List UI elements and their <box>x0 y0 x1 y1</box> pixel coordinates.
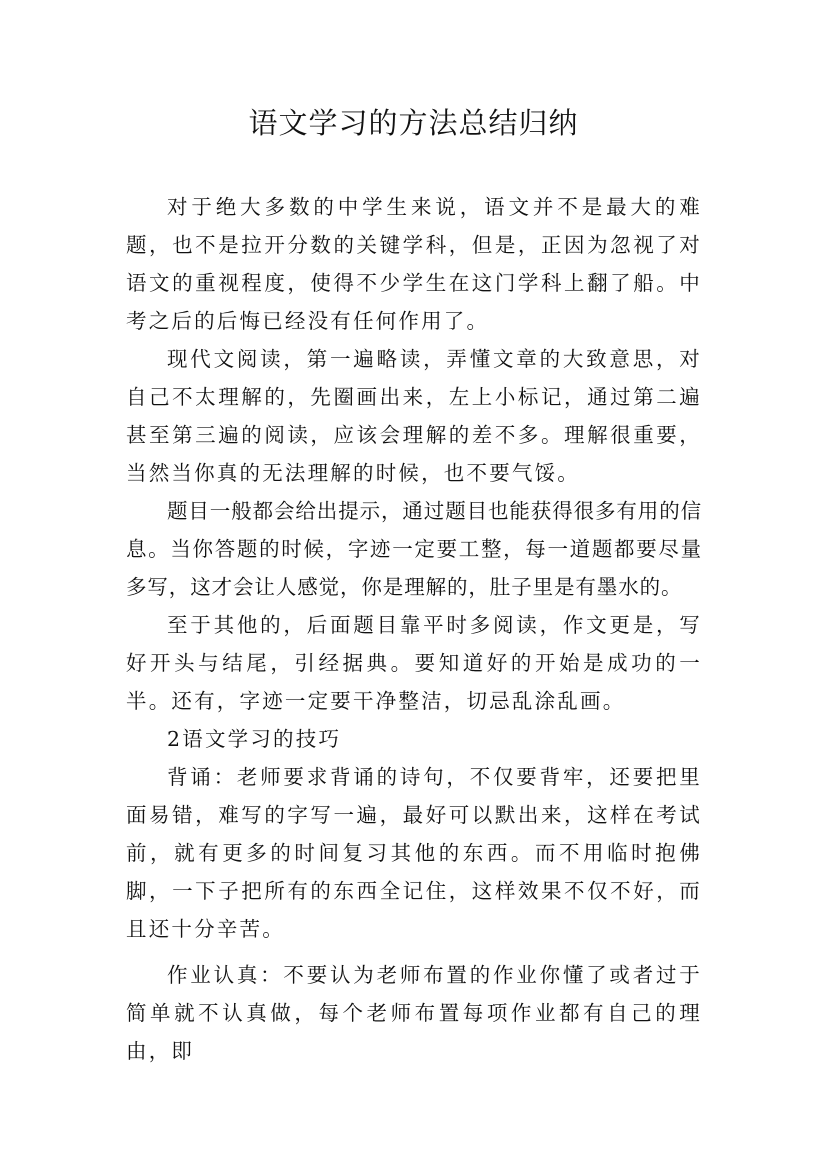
section-heading-techniques: 2语文学习的技巧 <box>167 727 342 751</box>
paragraph-recitation: 背诵：老师要求背诵的诗句，不仅要背牢，还要把里面易错，难写的字写一遍，最好可以默出来，这样在考试前，就有更多的时间复习其他的东西。而不用临时抱佛脚，一下子把所有的东西全记住，这样效果不仅不好，而且还十分辛苦。 <box>126 765 702 941</box>
paragraph-question-hints: 题目一般都会给出提示，通过题目也能获得很多有用的信息。当你答题的时候，字迹一定要工整，每一道题都要尽量多写，这才会让人感觉，你是理解的，肚子里是有墨水的。 <box>126 499 702 599</box>
document-title: 语文学习的方法总结归纳 <box>248 106 579 140</box>
document-body <box>126 188 702 1070</box>
paragraph-homework: 作业认真：不要认为老师布置的作业你懂了或者过于简单就不认真做，每个老师布置每项作业都有自己的理由，即 <box>126 963 702 1063</box>
paragraph-intro: 对于绝大多数的中学生来说，语文并不是最大的难题，也不是拉开分数的关键学科，但是，正因为忽视了对语文的重视程度，使得不少学生在这门学科上翻了船。中考之后的后悔已经没有任何作用了。 <box>126 195 702 333</box>
paragraph-other-tips: 至于其他的，后面题目靠平时多阅读，作文更是，写好开头与结尾，引经据典。要知道好的开始是成功的一半。还有，字迹一定要干净整洁，切忌乱涂乱画。 <box>126 613 702 713</box>
paragraph-modern-reading: 现代文阅读，第一遍略读，弄懂文章的大致意思，对自己不太理解的，先圈画出来，左上小标记，通过第二遍甚至第三遍的阅读，应该会理解的差不多。理解很重要，当然当你真的无法理解的时候，也不要气馁。 <box>126 347 702 485</box>
